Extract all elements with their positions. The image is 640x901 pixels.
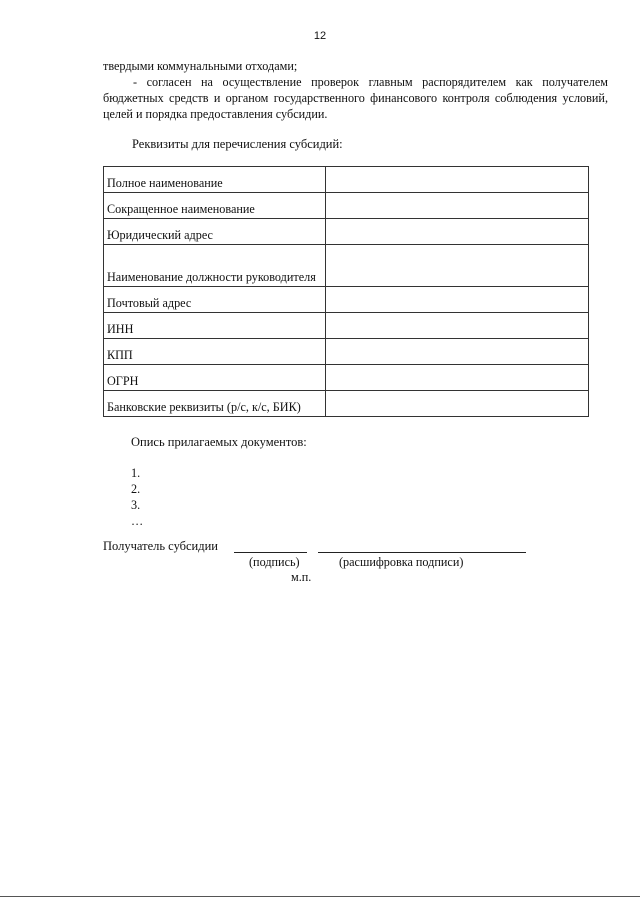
row-value[interactable] (326, 193, 589, 219)
signature-line[interactable] (234, 552, 307, 553)
requisites-table (103, 166, 589, 417)
row-value[interactable] (326, 313, 589, 339)
row-value[interactable] (326, 365, 589, 391)
row-label: ОГРН (104, 365, 326, 391)
documents-list (131, 465, 143, 529)
table-row (104, 391, 589, 417)
row-label: Полное наименование (104, 167, 326, 193)
row-value[interactable] (326, 339, 589, 365)
row-label: Банковские реквизиты (р/с, к/с, БИК) (104, 391, 326, 417)
signature-caption: (подпись) (249, 555, 300, 569)
table-row (104, 219, 589, 245)
table-row (104, 339, 589, 365)
signature-decoding-line[interactable] (318, 552, 526, 553)
decoding-caption: (расшифровка подписи) (339, 555, 464, 569)
paragraph-continuation: твердыми коммунальными отходами; (103, 59, 298, 73)
row-label: Наименование должности руководителя (104, 245, 326, 287)
paragraph-consent: - согласен на осуществление проверок главным распорядителем как получателем бюджетных средств и органом государственного финансового контроля соблюдения условий, целей и порядка предоставления субсидии. (103, 75, 608, 121)
table-row (104, 313, 589, 339)
row-label: ИНН (104, 313, 326, 339)
row-label: Сокращенное наименование (104, 193, 326, 219)
page-bottom-edge (0, 896, 640, 897)
table-row (104, 365, 589, 391)
row-value[interactable] (326, 167, 589, 193)
documents-heading: Опись прилагаемых документов: (131, 435, 307, 449)
page-number: 12 (313, 30, 327, 42)
requisites-heading: Реквизиты для перечисления субсидий: (132, 137, 343, 151)
list-item: 3. (131, 498, 141, 512)
row-label: КПП (104, 339, 326, 365)
list-item: … (131, 514, 144, 528)
row-value[interactable] (326, 391, 589, 417)
table-row (104, 193, 589, 219)
recipient-label: Получатель субсидии (103, 539, 218, 553)
list-item: 1. (131, 466, 141, 480)
table-row (104, 167, 589, 193)
table-row (104, 287, 589, 313)
stamp-label: м.п. (291, 570, 312, 584)
row-value[interactable] (326, 287, 589, 313)
row-value[interactable] (326, 219, 589, 245)
row-label: Юридический адрес (104, 219, 326, 245)
table-row (104, 245, 589, 287)
row-value[interactable] (326, 245, 589, 287)
list-item: 2. (131, 482, 141, 496)
row-label: Почтовый адрес (104, 287, 326, 313)
